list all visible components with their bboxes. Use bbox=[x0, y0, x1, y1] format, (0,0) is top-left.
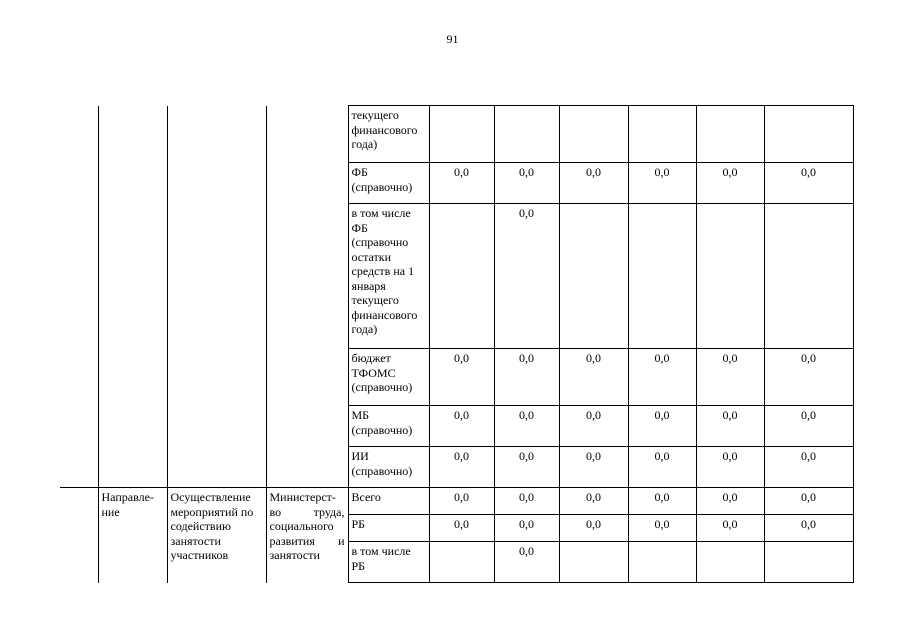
value-cell bbox=[764, 106, 853, 163]
value-cell bbox=[696, 204, 764, 349]
value-cell: 0,0 bbox=[494, 349, 559, 406]
activity-cell: Осуществление мероприятий по содействию занятости участников bbox=[167, 488, 266, 583]
value-cell: 0,0 bbox=[764, 447, 853, 488]
direction-cell: Направле-ние bbox=[98, 488, 167, 583]
activity-cell bbox=[167, 106, 266, 488]
table-row bbox=[60, 106, 853, 163]
value-cell bbox=[628, 204, 696, 349]
value-cell: 0,0 bbox=[494, 406, 559, 447]
value-cell: 0,0 bbox=[764, 488, 853, 515]
value-cell: 0,0 bbox=[628, 163, 696, 204]
value-cell bbox=[628, 542, 696, 583]
value-cell: 0,0 bbox=[696, 488, 764, 515]
value-cell bbox=[559, 106, 628, 163]
value-cell: 0,0 bbox=[559, 163, 628, 204]
value-cell: 0,0 bbox=[494, 542, 559, 583]
value-cell: 0,0 bbox=[494, 515, 559, 542]
value-cell bbox=[429, 204, 494, 349]
value-cell: 0,0 bbox=[494, 163, 559, 204]
direction-cell bbox=[98, 106, 167, 488]
value-cell bbox=[764, 204, 853, 349]
value-cell: 0,0 bbox=[628, 406, 696, 447]
number-cell bbox=[60, 106, 98, 488]
value-cell: 0,0 bbox=[559, 349, 628, 406]
source-cell: РБ bbox=[348, 515, 429, 542]
executor-cell bbox=[266, 106, 348, 488]
source-cell: бюджет ТФОМС (справочно) bbox=[348, 349, 429, 406]
executor-cell: Министерст-во труда, социального развития и занятости bbox=[266, 488, 348, 583]
value-cell bbox=[628, 106, 696, 163]
value-cell bbox=[696, 106, 764, 163]
value-cell bbox=[429, 106, 494, 163]
value-cell: 0,0 bbox=[764, 163, 853, 204]
source-cell: в том числе РБ bbox=[348, 542, 429, 583]
value-cell: 0,0 bbox=[429, 515, 494, 542]
value-cell: 0,0 bbox=[494, 488, 559, 515]
value-cell: 0,0 bbox=[696, 447, 764, 488]
page-number: 91 bbox=[446, 32, 459, 46]
value-cell: 0,0 bbox=[429, 163, 494, 204]
value-cell: 0,0 bbox=[764, 406, 853, 447]
value-cell: 0,0 bbox=[429, 447, 494, 488]
value-cell: 0,0 bbox=[764, 515, 853, 542]
value-cell: 0,0 bbox=[696, 349, 764, 406]
value-cell: 0,0 bbox=[429, 349, 494, 406]
source-cell: в том числе ФБ (справочно остатки средств на 1 января текущего финансового года) bbox=[348, 204, 429, 349]
value-cell: 0,0 bbox=[429, 406, 494, 447]
budget-table bbox=[60, 105, 854, 583]
value-cell bbox=[696, 542, 764, 583]
value-cell: 0,0 bbox=[628, 515, 696, 542]
value-cell: 0,0 bbox=[559, 515, 628, 542]
value-cell: 0,0 bbox=[559, 447, 628, 488]
value-cell: 0,0 bbox=[559, 406, 628, 447]
value-cell bbox=[429, 542, 494, 583]
source-cell: ИИ (справочно) bbox=[348, 447, 429, 488]
value-cell: 0,0 bbox=[494, 447, 559, 488]
table-row bbox=[60, 488, 853, 515]
value-cell: 0,0 bbox=[696, 515, 764, 542]
value-cell: 0,0 bbox=[696, 163, 764, 204]
value-cell bbox=[559, 204, 628, 349]
value-cell: 0,0 bbox=[628, 349, 696, 406]
value-cell: 0,0 bbox=[696, 406, 764, 447]
value-cell: 0,0 bbox=[628, 488, 696, 515]
value-cell bbox=[764, 542, 853, 583]
value-cell bbox=[494, 106, 559, 163]
source-cell: МБ (справочно) bbox=[348, 406, 429, 447]
source-cell: текущего финансового года) bbox=[348, 106, 429, 163]
value-cell: 0,0 bbox=[559, 488, 628, 515]
source-cell: ФБ (справочно) bbox=[348, 163, 429, 204]
value-cell: 0,0 bbox=[764, 349, 853, 406]
value-cell: 0,0 bbox=[628, 447, 696, 488]
value-cell: 0,0 bbox=[429, 488, 494, 515]
value-cell bbox=[559, 542, 628, 583]
source-cell: Всего bbox=[348, 488, 429, 515]
number-cell bbox=[60, 488, 98, 583]
value-cell: 0,0 bbox=[494, 204, 559, 349]
